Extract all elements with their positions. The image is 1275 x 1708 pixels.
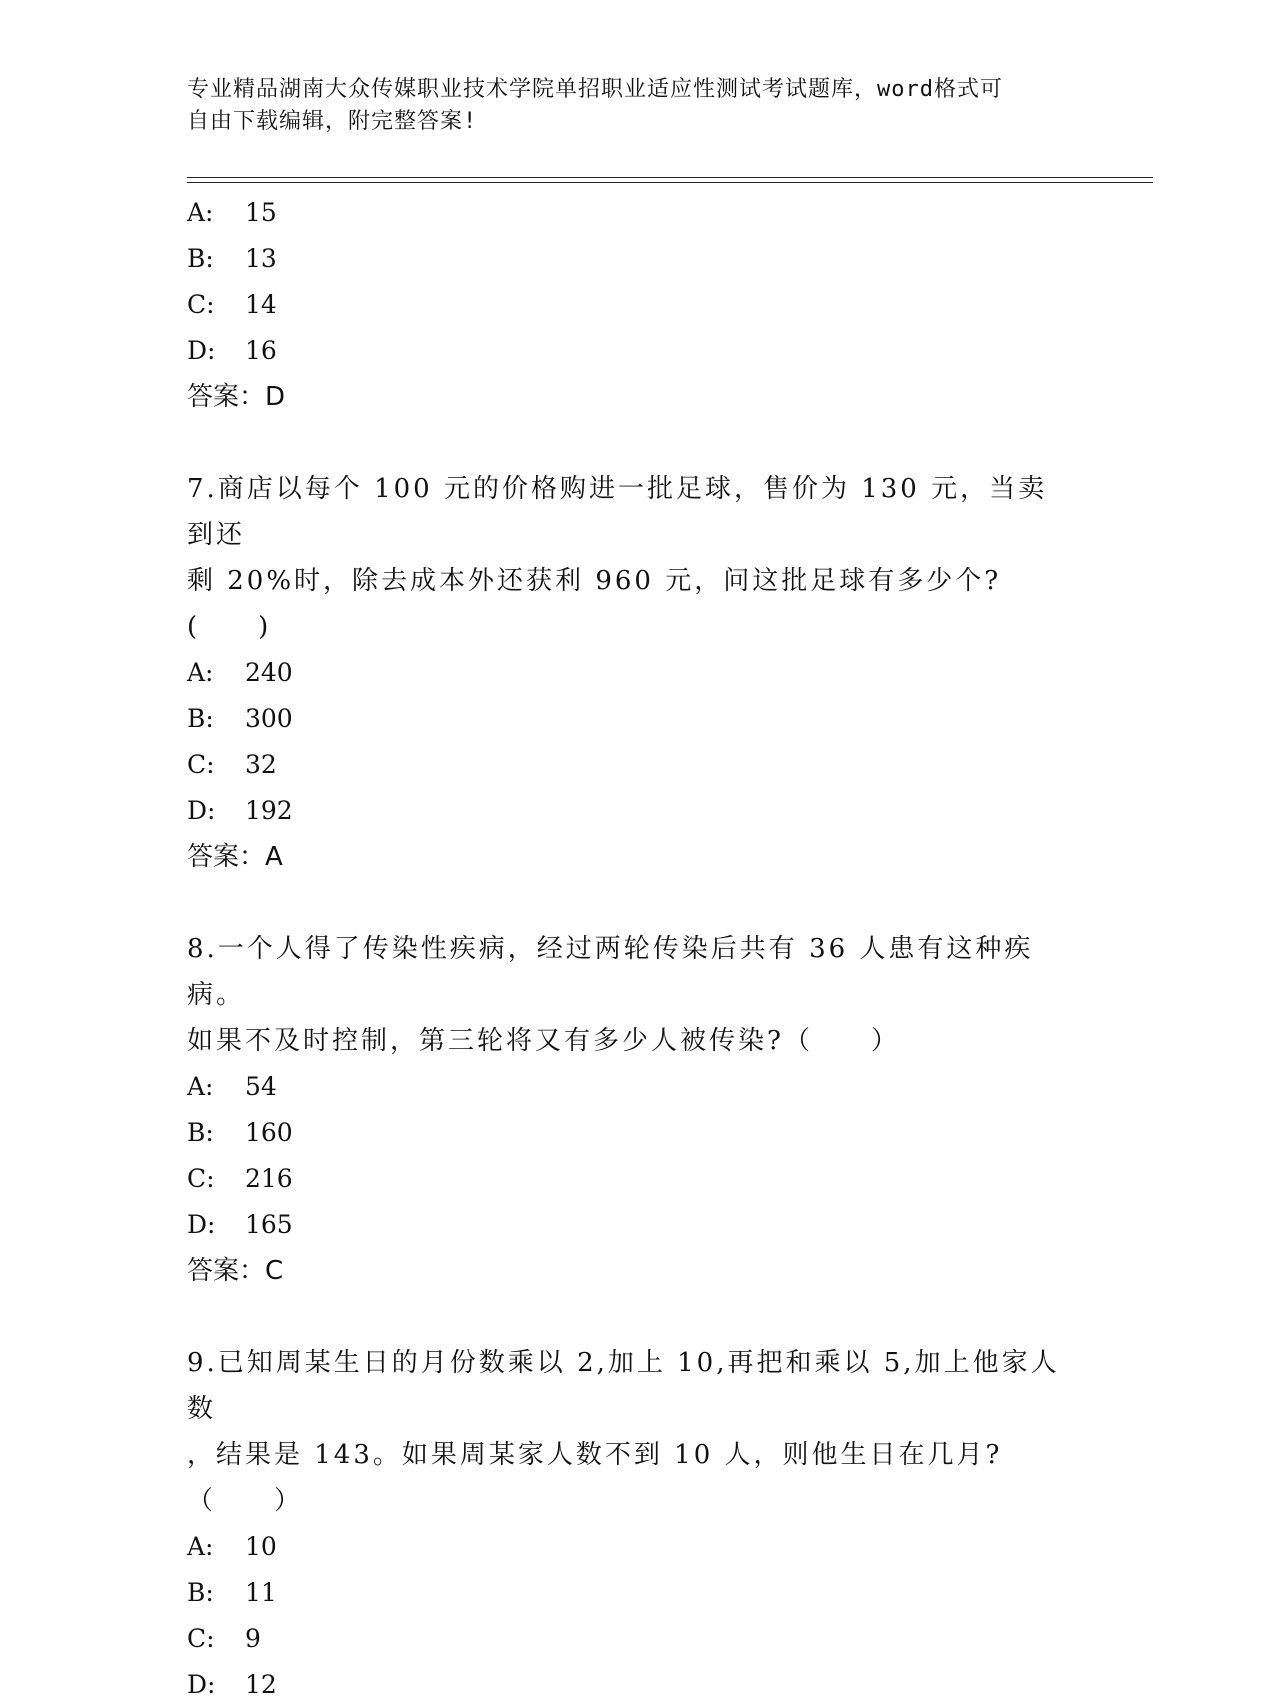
option-b: B: 300: [187, 704, 293, 733]
option-b: B: 13: [187, 244, 277, 273]
question-list: [187, 190, 1087, 1708]
header-line-1: 专业精品湖南大众传媒职业技术学院单招职业适应性测试考试题库，word格式可: [187, 77, 1003, 102]
header-line-2: 自由下载编辑，附完整答案!: [187, 109, 478, 134]
option-a: A: 15: [187, 198, 277, 227]
question-text: 7.商店以每个 100 元的价格购进一批足球，售价为 130 元，当卖到还 剩 20%时，除去成本外还获利 960 元，问这批足球有多少个?( ): [187, 474, 1048, 642]
question-text: 8.一个人得了传染性疾病，经过两轮传染后共有 36 人患有这种疾病。 如果不及时控制，第三轮将又有多少人被传染?（ ）: [187, 934, 1034, 1056]
option-b: B: 11: [187, 1578, 277, 1607]
answer-line: 答案：D: [187, 382, 286, 412]
answer-line: 答案：C: [187, 1256, 284, 1286]
option-c: C: 14: [187, 290, 277, 319]
option-c: C: 32: [187, 750, 277, 779]
option-a: A: 240: [187, 658, 293, 687]
option-d: D: 192: [187, 796, 293, 825]
question-text: 9.已知周某生日的月份数乘以 2,加上 10,再把和乘以 5,加上他家人数 ，结果是 143。如果周某家人数不到 10 人，则他生日在几月?（ ）: [187, 1348, 1060, 1516]
option-c: C: 216: [187, 1164, 293, 1193]
question-prev: [187, 190, 1087, 420]
option-c: C: 9: [187, 1624, 261, 1653]
option-a: A: 10: [187, 1532, 277, 1561]
answer-line: 答案：A: [187, 842, 283, 872]
option-a: A: 54: [187, 1072, 277, 1101]
question-7: [187, 466, 1087, 880]
question-8: [187, 926, 1087, 1294]
option-b: B: 160: [187, 1118, 293, 1147]
header-divider-secondary: [187, 182, 1153, 183]
header-divider: [187, 177, 1153, 178]
option-d: D: 12: [187, 1670, 277, 1699]
option-d: D: 165: [187, 1210, 293, 1239]
page-header: [187, 74, 1067, 138]
question-9: [187, 1340, 1087, 1708]
option-d: D: 16: [187, 336, 277, 365]
